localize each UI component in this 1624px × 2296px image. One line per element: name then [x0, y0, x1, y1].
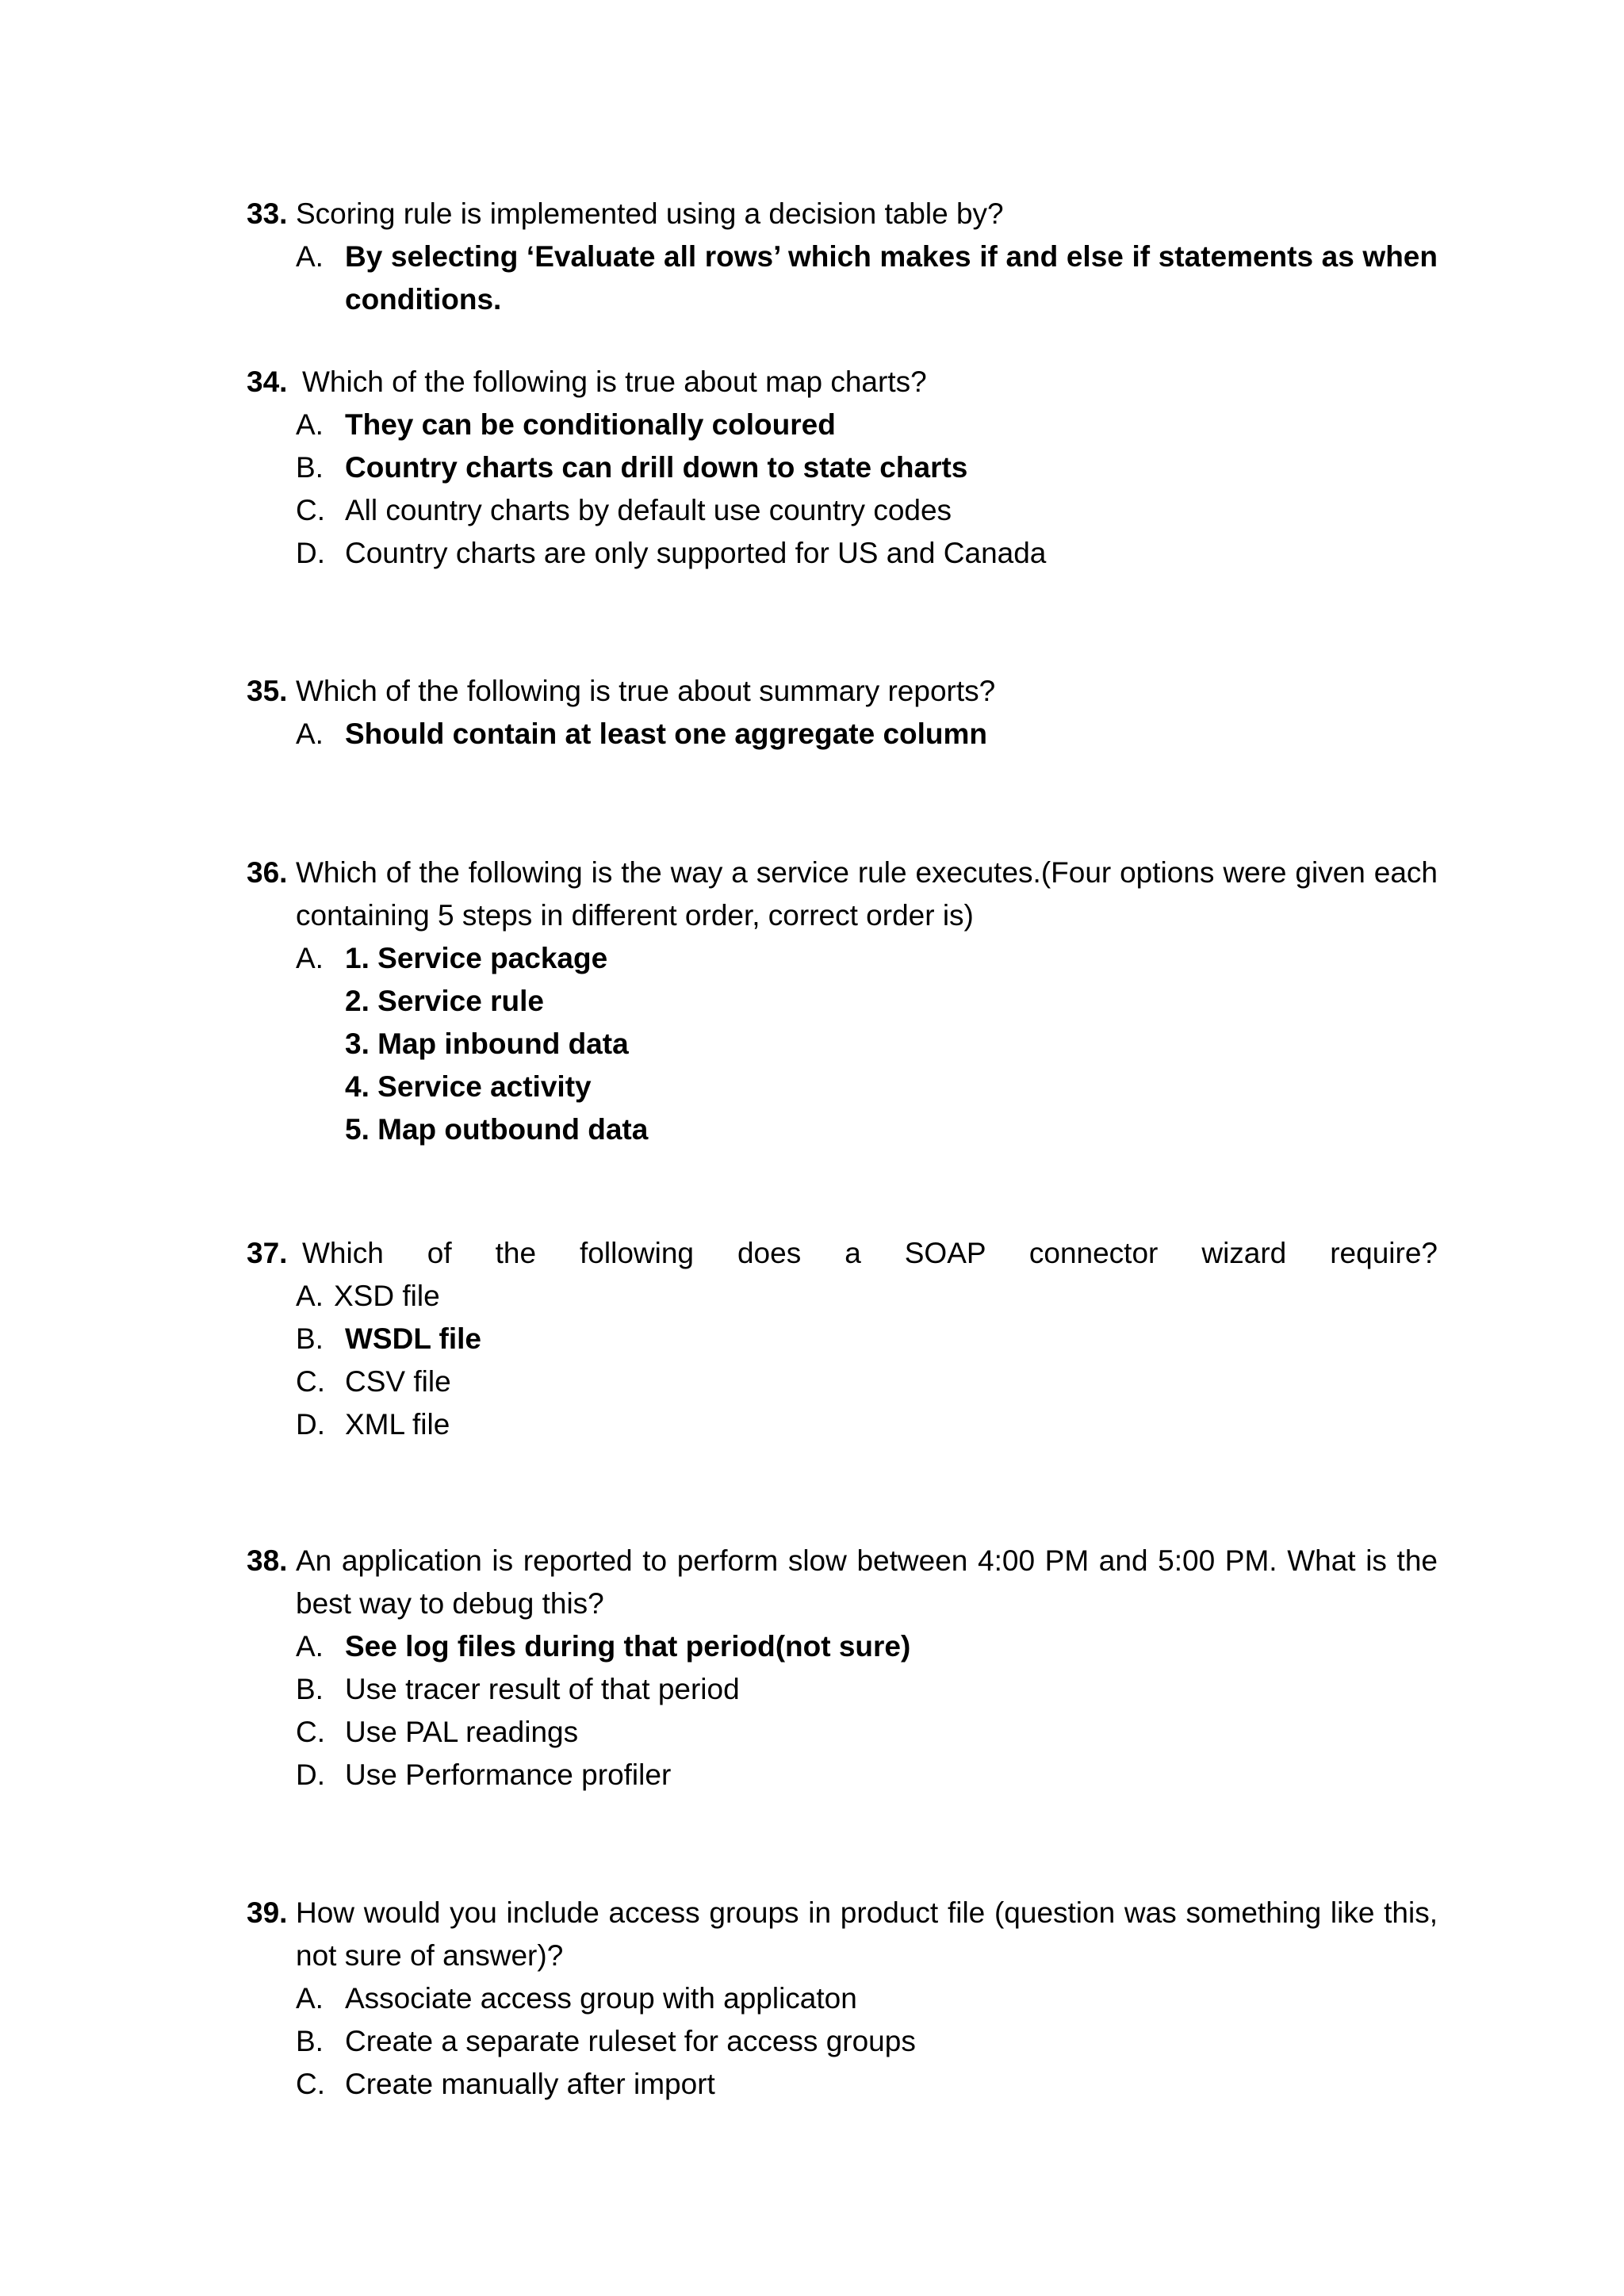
- question-stem: [247, 851, 1438, 937]
- option-text: XML file: [345, 1408, 450, 1441]
- options-list: [296, 404, 1438, 575]
- option-d: [296, 1754, 1438, 1797]
- step-item: 4. Service activity: [345, 1070, 592, 1103]
- option-letter: C.: [296, 1365, 325, 1398]
- question-36: [247, 851, 1438, 1151]
- option-letter: C.: [296, 1716, 325, 1748]
- step-item: 3. Map inbound data: [345, 1027, 629, 1060]
- option-text: Country charts can drill down to state charts: [345, 451, 968, 484]
- question-38: [247, 1540, 1438, 1797]
- option-text: Use Performance profiler: [345, 1758, 672, 1791]
- option-letter: D.: [296, 1758, 325, 1791]
- option-c: [296, 2063, 1438, 2106]
- option-c: [296, 1360, 1438, 1403]
- question-37: [247, 1232, 1438, 1446]
- options-list: [296, 1625, 1438, 1797]
- option-a: [296, 1275, 1438, 1318]
- question-39: [247, 1892, 1438, 2106]
- option-letter: A.: [296, 718, 324, 750]
- option-text: WSDL file: [345, 1322, 481, 1355]
- option-letter: C.: [296, 2068, 325, 2100]
- option-letter: A.: [296, 240, 324, 273]
- step-item: 2. Service rule: [345, 985, 544, 1017]
- option-d: [296, 532, 1438, 575]
- option-a: [296, 235, 1438, 321]
- option-letter: A.: [296, 1982, 324, 2015]
- question-stem: [247, 1232, 1438, 1275]
- question-number: 35.: [247, 675, 288, 707]
- question-text: Scoring rule is implemented using a decision table by?: [296, 197, 1004, 230]
- option-b: [296, 1668, 1438, 1711]
- option-text: Create a separate ruleset for access groups: [345, 2025, 916, 2057]
- question-stem: [247, 1892, 1438, 1977]
- option-letter: B.: [296, 2025, 324, 2057]
- option-c: [296, 1711, 1438, 1754]
- option-letter: B.: [296, 1322, 324, 1355]
- option-text: Create manually after import: [345, 2068, 715, 2100]
- option-b: [296, 2020, 1438, 2063]
- question-number: 33.: [247, 197, 288, 230]
- question-number: 34.: [247, 365, 288, 398]
- option-text: See log files during that period(not sure): [345, 1630, 911, 1663]
- question-text: Which of the following is true about summary reports?: [296, 675, 996, 707]
- option-letter: A.: [296, 408, 324, 441]
- question-stem: [247, 361, 1438, 404]
- question-text: Which of the following is the way a service rule executes.(Four options were given each containing 5 steps in different order, correct order is): [296, 856, 1438, 932]
- option-letter: A.: [296, 942, 324, 974]
- question-number: 37.: [247, 1237, 288, 1269]
- option-letter: D.: [296, 1408, 325, 1441]
- question-35: [247, 670, 1438, 756]
- question-stem: [247, 193, 1438, 235]
- option-text: Should contain at least one aggregate column: [345, 718, 988, 750]
- question-text: How would you include access groups in product file (question was something like this, not sure of answer)?: [296, 1896, 1438, 1972]
- option-a: [296, 1977, 1438, 2020]
- step-item: 1. Service package: [345, 942, 608, 974]
- option-letter: A.: [296, 1630, 324, 1663]
- ordered-steps: [345, 937, 1438, 1151]
- question-33: [247, 193, 1438, 321]
- option-b: [296, 1318, 1438, 1360]
- option-letter: B.: [296, 1673, 324, 1705]
- option-a: [296, 404, 1438, 446]
- question-text: An application is reported to perform slow between 4:00 PM and 5:00 PM. What is the best way to debug this?: [296, 1544, 1438, 1620]
- option-d: [296, 1403, 1438, 1446]
- option-letter: D.: [296, 537, 325, 569]
- option-text: All country charts by default use country codes: [345, 494, 952, 526]
- question-text: Which of the following does a SOAP connector wizard require?: [302, 1237, 1438, 1269]
- option-a: [296, 713, 1438, 756]
- option-c: [296, 489, 1438, 532]
- question-number: 39.: [247, 1896, 288, 1929]
- option-a: [296, 1625, 1438, 1668]
- question-number: 36.: [247, 856, 288, 889]
- question-stem: [247, 1540, 1438, 1625]
- option-letter: C.: [296, 494, 325, 526]
- option-text: Use tracer result of that period: [345, 1673, 740, 1705]
- option-text: CSV file: [345, 1365, 451, 1398]
- option-letter: B.: [296, 451, 324, 484]
- option-b: [296, 446, 1438, 489]
- option-text: By selecting ‘Evaluate all rows’ which makes if and else if statements as when conditions.: [345, 240, 1438, 316]
- options-list: [296, 1977, 1438, 2106]
- question-34: [247, 361, 1438, 575]
- question-text: Which of the following is true about map charts?: [302, 365, 927, 398]
- step-item: 5. Map outbound data: [345, 1113, 649, 1146]
- options-list: [296, 235, 1438, 321]
- options-list: [296, 713, 1438, 756]
- options-list: [296, 1275, 1438, 1446]
- option-text: Use PAL readings: [345, 1716, 579, 1748]
- options-list: [296, 937, 1438, 1151]
- option-text: XSD file: [334, 1280, 440, 1312]
- option-text: Country charts are only supported for US and Canada: [345, 537, 1047, 569]
- option-a: [296, 937, 1438, 1151]
- question-stem: [247, 670, 1438, 713]
- question-number: 38.: [247, 1544, 288, 1577]
- option-text: They can be conditionally coloured: [345, 408, 836, 441]
- option-letter: A.: [296, 1280, 324, 1312]
- option-text: Associate access group with applicaton: [345, 1982, 857, 2015]
